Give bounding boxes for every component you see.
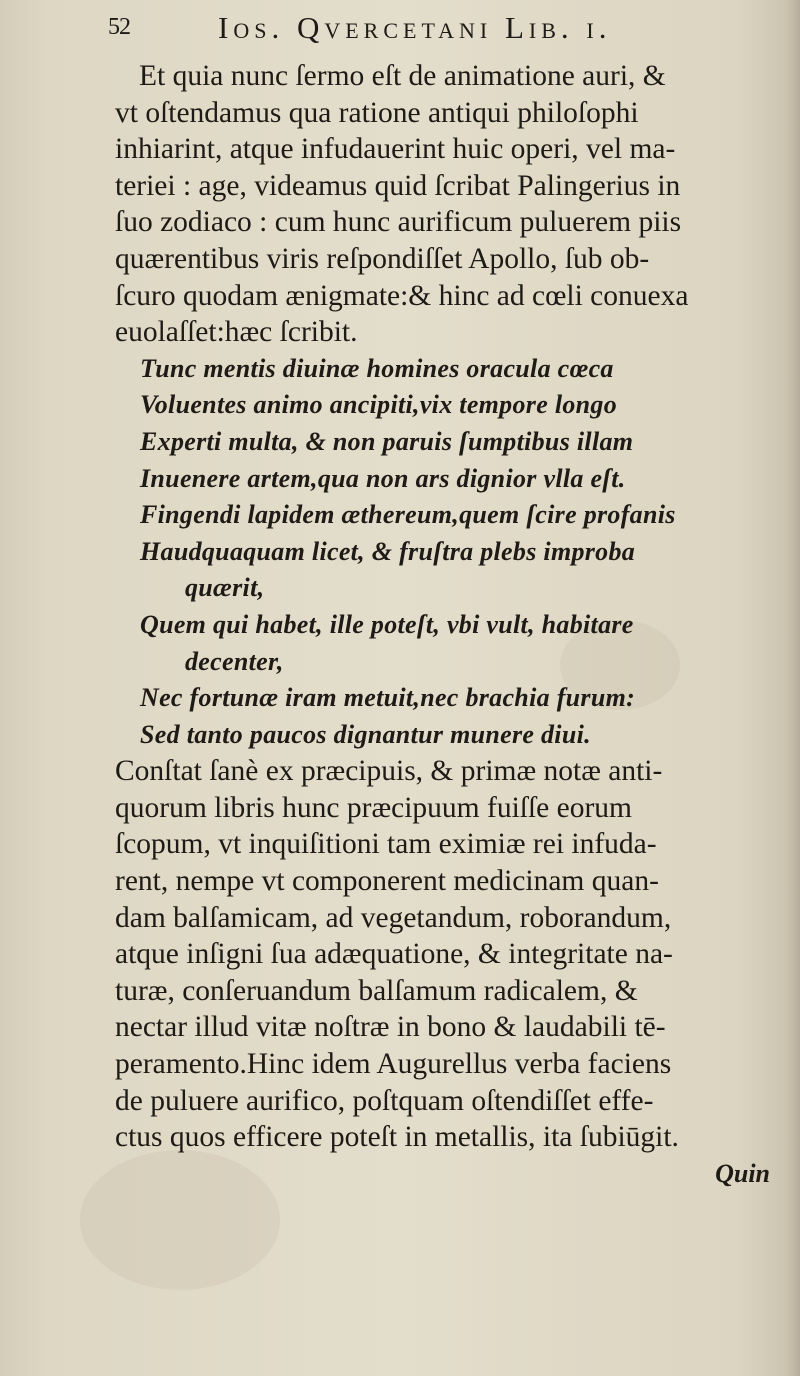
text-line: turæ, conſeruandum balſamum radicalem, & [115,974,638,1007]
running-head: Ios. Qvercetani Lib. i. [218,10,612,45]
text-line: ſcopum, vt inquiſitioni tam eximiæ rei infuda- [115,828,657,861]
verse-line: Sed tanto paucos dignantur munere diui. [140,719,591,749]
verse-line: Inuenere artem,qua non ars dignior vlla eſt. [140,463,626,493]
page-header [100,8,800,58]
catchword: Quin [715,1158,770,1188]
verse-line: Fingendi lapidem æthereum,quem ſcire profanis [140,500,676,530]
text-line: nectar illud vitæ noſtræ in bono & laudabili tē- [115,1011,666,1044]
verse-line: Experti multa, & non paruis ſumptibus illam [140,426,634,456]
verse-line-continuation: quærit, [185,573,265,603]
text-line: dam balſamicam, ad vegetandum, roborandum, [115,901,672,934]
text-line: quorum libris hunc præcipuum fuiſſe eorum [115,791,632,824]
verse-line: Haudquaquam licet, & fruſtra plebs improba [140,536,636,566]
text-line: Conſtat ſanè ex præcipuis, & primæ notæ anti- [115,755,663,788]
text-line: atque inſigni ſua adæquatione, & integritate na- [115,938,673,971]
verse-line: Nec fortunæ iram metuit,nec brachia furum: [140,683,636,713]
page-number: 52 [108,14,130,40]
verse-line: Quem qui habet, ille poteſt, vbi vult, habitare [140,609,634,639]
text-line: peramento.Hinc idem Augurellus verba faciens [115,1048,672,1081]
verse-line: Voluentes animo ancipiti,vix tempore longo [140,390,618,420]
text-line: rent, nempe vt componerent medicinam quan- [115,865,659,898]
text-line: ctus quos efficere poteſt in metallis, ita ſubiūgit. [115,1121,679,1154]
text-line: ſcuro quodam ænigmate:& hinc ad cœli conuexa [115,279,689,312]
text-line: inhiarint, atque infudauerint huic operi, vel ma- [115,133,676,166]
page-edge-shadow [786,0,800,1376]
text-line: euolaſſet:hæc ſcribit. [115,316,358,349]
text-line: ſuo zodiaco : cum hunc aurificum puluerem piis [115,206,682,239]
text-line: quærentibus viris reſpondiſſet Apollo, ſub ob- [115,242,650,275]
text-line: vt oſtendamus qua ratione antiqui philoſophi [115,96,639,129]
text-block [115,58,780,1192]
verse-line: Tunc mentis diuinæ homines oracula cœca [140,353,614,383]
text-line: Et quia nunc ſermo eſt de animatione auri, & [139,60,666,92]
text-line: de puluere aurifico, poſtquam oſtendiſſet effe- [115,1084,654,1117]
text-line: teriei : age, videamus quid ſcribat Palingerius in [115,169,681,202]
verse-line-continuation: decenter, [185,646,284,676]
